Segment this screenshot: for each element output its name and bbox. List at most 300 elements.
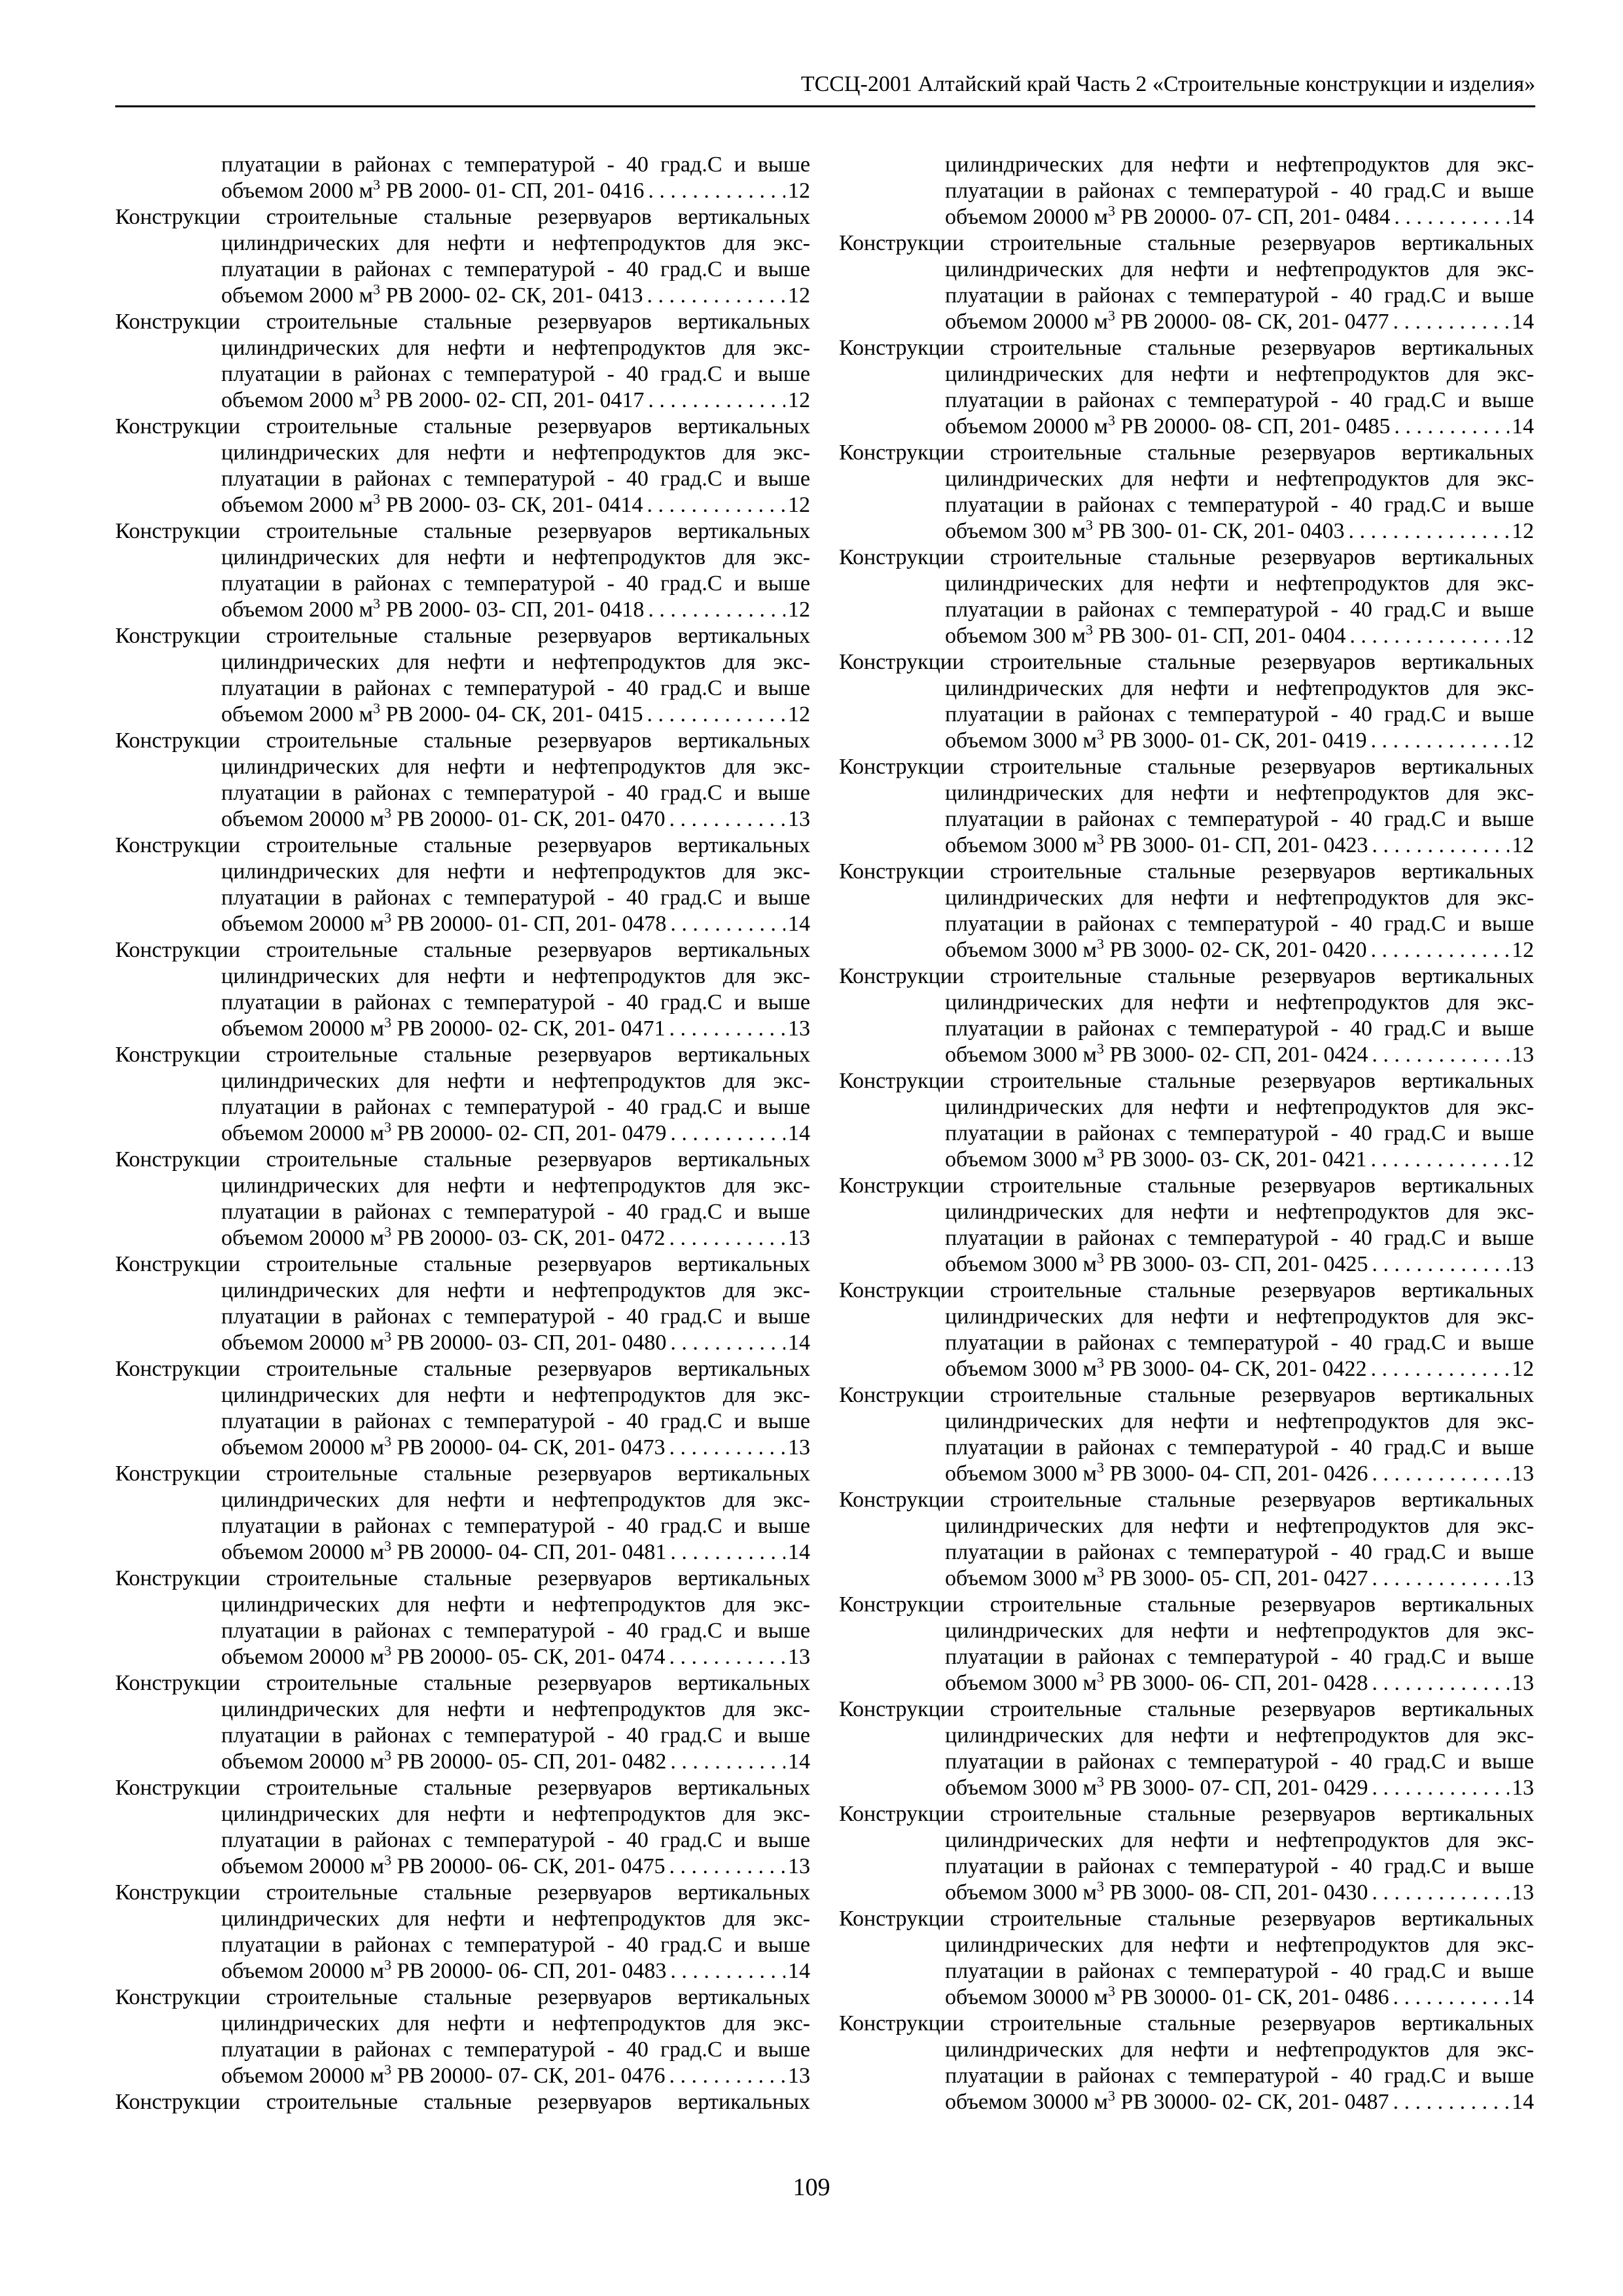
dot-leader [670, 1121, 785, 1147]
entry-volume-text: объемом 3000 $м^3$ РВ 3000- 01- СП, 201- 0423 [945, 831, 1368, 857]
dot-leader [669, 1225, 785, 1251]
index-entry [115, 1356, 810, 1461]
dot-leader [1393, 2089, 1509, 2115]
entry-title-line: плуатации в районах с температурой - 40 град.С и выше [945, 388, 1534, 412]
entry-title-line: плуатации в районах с температурой - 40 град.С и выше [945, 1435, 1534, 1460]
entry-volume-line [115, 702, 810, 728]
entry-title-line: Конструкции строительные стальные резервуаров вертикальных [839, 440, 1534, 465]
index-column-right [839, 152, 1534, 2115]
index-entry [115, 1775, 810, 1880]
entry-page-ref: 12 [1512, 519, 1534, 543]
entry-title-line: Конструкции строительные стальные резервуаров вертикальных [115, 519, 810, 543]
entry-title-line: цилиндрических для нефти и нефтепродуктов для экс- [945, 1723, 1534, 1748]
entry-title-line: плуатации в районах с температурой - 40 град.С и выше [221, 886, 810, 910]
entry-title-line: плуатации в районах с температурой - 40 град.С и выше [221, 2037, 810, 2062]
entry-title-line: плуатации в районах с температурой - 40 град.С и выше [221, 362, 810, 386]
unit-exponent: 3 [1097, 1773, 1105, 1790]
entry-title-line: цилиндрических для нефти и нефтепродуктов для экс- [221, 1907, 810, 1931]
entry-title-line: Конструкции строительные стальные резервуаров вертикальных [115, 205, 810, 229]
entry-title-line: Конструкции строительные стальные резервуаров вертикальных [839, 859, 1534, 884]
index-entry [115, 204, 810, 309]
entry-title-line: цилиндрических для нефти и нефтепродуктов для экс- [945, 1095, 1534, 1119]
unit-exponent: 3 [1108, 2087, 1116, 2104]
dot-leader [670, 1330, 785, 1356]
entry-page-ref: 13 [1512, 1252, 1534, 1276]
entry-title-line: цилиндрических для нефти и нефтепродуктов для экс- [945, 1933, 1534, 1957]
entry-volume-line [115, 2063, 810, 2089]
entry-title-line: плуатации в районах с температурой - 40 град.С и выше [221, 1200, 810, 1224]
entry-volume-text: объемом 20000 $м^3$ РВ 20000- 05- СК, 201- 0474 [221, 1642, 666, 1669]
entry-title-line: цилиндрических для нефти и нефтепродуктов для экс- [945, 781, 1534, 805]
entry-title-line: плуатации в районах с температурой - 40 град.С и выше [945, 702, 1534, 726]
unit-exponent: 3 [373, 386, 381, 403]
entry-page-ref: 13 [788, 2064, 810, 2088]
unit-exponent: 3 [1086, 621, 1094, 638]
entry-page-ref: 13 [788, 1226, 810, 1250]
index-entry [115, 728, 810, 833]
entry-title-line: Конструкции строительные стальные резервуаров вертикальных [115, 1357, 810, 1381]
entry-title-line: цилиндрических для нефти и нефтепродуктов для экс- [945, 467, 1534, 491]
index-entry [115, 937, 810, 1042]
entry-title-line: Конструкции строительные стальные резервуаров вертикальных [115, 310, 810, 334]
unit-exponent: 3 [1097, 1878, 1105, 1895]
page-header [115, 63, 1535, 107]
entry-volume-text: объемом 20000 $м^3$ РВ 20000- 01- СП, 201- 0478 [221, 909, 667, 936]
entry-page-ref: 14 [1512, 205, 1534, 229]
entry-title-line: плуатации в районах с температурой - 40 град.С и выше [945, 493, 1534, 517]
entry-volume-line [115, 492, 810, 518]
entry-page-ref: 12 [1512, 833, 1534, 857]
entry-volume-line [115, 1016, 810, 1042]
entry-volume-line [115, 1121, 810, 1147]
entry-title-line: Конструкции строительные стальные резервуаров вертикальных [839, 336, 1534, 360]
entry-volume-text: объемом 2000 $м^3$ РВ 2000- 01- СП, 201- 0416 [221, 176, 645, 203]
entry-title-line: цилиндрических для нефти и нефтепродуктов для экс- [221, 231, 810, 255]
entry-title-line: Конструкции строительные стальные резервуаров вертикальных [115, 624, 810, 648]
index-entry [115, 833, 810, 937]
entry-volume-line [115, 1644, 810, 1670]
entry-title-line: плуатации в районах с температурой - 40 град.С и выше [945, 1540, 1534, 1564]
entry-page-ref: 13 [788, 1016, 810, 1041]
entry-volume-text: объемом 2000 $м^3$ РВ 2000- 03- СК, 201- 0414 [221, 490, 643, 517]
dot-leader [647, 702, 785, 728]
entry-title-line: плуатации в районах с температурой - 40 град.С и выше [945, 807, 1534, 831]
entry-title-line: цилиндрических для нефти и нефтепродуктов для экс- [945, 152, 1534, 177]
entry-title-line: цилиндрических для нефти и нефтепродуктов для экс- [945, 990, 1534, 1014]
entry-title-line: цилиндрических для нефти и нефтепродуктов для экс- [221, 440, 810, 465]
entry-volume-text: объемом 20000 $м^3$ РВ 20000- 05- СП, 201- 0482 [221, 1747, 667, 1774]
entry-page-ref: 13 [788, 1645, 810, 1669]
index-entry [115, 309, 810, 414]
entry-title-line: плуатации в районах с температурой - 40 град.С и выше [945, 1226, 1534, 1250]
entry-title-line: цилиндрических для нефти и нефтепродуктов для экс- [221, 964, 810, 988]
entry-title-line: цилиндрических для нефти и нефтепродуктов для экс- [945, 886, 1534, 910]
entry-volume-text: объемом 300 $м^3$ РВ 300- 01- СК, 201- 0403 [945, 516, 1345, 543]
entry-volume-text: объемом 20000 $м^3$ РВ 20000- 03- СП, 201- 0480 [221, 1328, 667, 1355]
entry-volume-line [839, 1775, 1534, 1801]
entry-page-ref: 12 [788, 388, 810, 412]
entry-volume-line [839, 937, 1534, 963]
dot-leader [669, 2063, 785, 2089]
dot-leader [648, 178, 785, 204]
index-entry [839, 1801, 1534, 1906]
entry-volume-line [839, 2089, 1534, 2115]
unit-exponent: 3 [384, 1223, 392, 1240]
unit-exponent: 3 [1108, 307, 1116, 324]
entry-volume-text: объемом 20000 $м^3$ РВ 20000- 02- СК, 201- 0471 [221, 1014, 666, 1041]
unit-exponent: 3 [384, 1014, 392, 1031]
entry-title-line: Конструкции строительные стальные резервуаров вертикальных [115, 414, 810, 439]
entry-title-line: Конструкции строительные стальные резервуаров вертикальных [839, 964, 1534, 988]
dot-leader [1372, 1461, 1509, 1487]
entry-title-line: цилиндрических для нефти и нефтепродуктов для экс- [221, 1174, 810, 1198]
entry-volume-text: объемом 20000 $м^3$ РВ 20000- 08- СК, 201- 0477 [945, 307, 1389, 334]
entry-title-line: цилиндрических для нефти и нефтепродуктов для экс- [945, 1304, 1534, 1329]
dot-leader [670, 1539, 785, 1566]
entry-page-ref: 14 [788, 912, 810, 936]
dot-leader [670, 1958, 785, 1984]
entry-title-line: Конструкции строительные стальные резервуаров вертикальных [839, 650, 1534, 674]
index-entry [839, 1173, 1534, 1278]
entry-title-line: Конструкции строительные стальные резервуаров вертикальных [115, 1462, 810, 1486]
entry-title-line: Конструкции строительные стальные резервуаров вертикальных [115, 728, 810, 753]
unit-exponent: 3 [384, 1747, 392, 1764]
index-entry [115, 1461, 810, 1566]
entry-title-line: цилиндрических для нефти и нефтепродуктов для экс- [945, 1409, 1534, 1433]
entry-volume-text: объемом 3000 $м^3$ РВ 3000- 03- СП, 201- 0425 [945, 1249, 1368, 1276]
entry-title-line: плуатации в районах с температурой - 40 град.С и выше [221, 152, 810, 177]
entry-title-line: цилиндрических для нефти и нефтепродуктов для экс- [945, 257, 1534, 281]
index-entry [115, 1147, 810, 1251]
entry-volume-line [115, 1749, 810, 1775]
dot-leader [669, 806, 785, 833]
unit-exponent: 3 [1097, 1249, 1105, 1266]
dot-leader [647, 283, 785, 309]
unit-exponent: 3 [384, 1328, 392, 1345]
entry-volume-line [115, 1958, 810, 1984]
entry-volume-line [839, 1566, 1534, 1592]
entry-title-line: цилиндрических для нефти и нефтепродуктов для экс- [945, 571, 1534, 596]
unit-exponent: 3 [373, 490, 381, 507]
unit-exponent: 3 [1097, 1459, 1105, 1476]
entry-volume-line [115, 178, 810, 204]
index-entry-continued [115, 152, 810, 204]
entry-title-line: плуатации в районах с температурой - 40 град.С и выше [221, 1304, 810, 1329]
dot-leader [669, 1854, 785, 1880]
entry-title-line: цилиндрических для нефти и нефтепродуктов для экс- [221, 2011, 810, 2036]
entry-title-line: плуатации в районах с температурой - 40 град.С и выше [221, 1409, 810, 1433]
dot-leader [1394, 414, 1509, 440]
entry-volume-text: объемом 3000 $м^3$ РВ 3000- 01- СК, 201- 0419 [945, 726, 1367, 753]
unit-exponent: 3 [1097, 1668, 1105, 1685]
index-entry [839, 859, 1534, 963]
index-entry [115, 1984, 810, 2089]
dot-leader [1372, 1670, 1509, 1696]
unit-exponent: 3 [384, 2061, 392, 2078]
entry-page-ref: 12 [788, 598, 810, 622]
dot-leader [648, 387, 785, 414]
entry-title-line: цилиндрических для нефти и нефтепродуктов для экс- [221, 859, 810, 884]
entry-volume-line [839, 623, 1534, 649]
entry-title-line: цилиндрических для нефти и нефтепродуктов для экс- [221, 1592, 810, 1617]
entry-volume-line [115, 1539, 810, 1566]
dot-leader [1348, 518, 1509, 545]
entry-volume-line [839, 1042, 1534, 1068]
entry-title-line: Конструкции строительные стальные резервуаров вертикальных [839, 545, 1534, 569]
dot-leader [1372, 1251, 1509, 1278]
entry-title-line: плуатации в районах с температурой - 40 град.С и выше [221, 1514, 810, 1538]
entry-title-line: плуатации в районах с температурой - 40 град.С и выше [945, 1121, 1534, 1145]
entry-volume-text: объемом 3000 $м^3$ РВ 3000- 05- СП, 201- 0427 [945, 1564, 1368, 1590]
entry-volume-line [115, 806, 810, 833]
dot-leader [1372, 1880, 1509, 1906]
unit-exponent: 3 [384, 1119, 392, 1136]
entry-title-line: плуатации в районах с температурой - 40 град.С и выше [945, 2064, 1534, 2088]
dot-leader [1393, 309, 1509, 335]
entry-title-line: цилиндрических для нефти и нефтепродуктов для экс- [221, 755, 810, 779]
entry-volume-line [115, 1225, 810, 1251]
entry-title-line: цилиндрических для нефти и нефтепродуктов для экс- [945, 1828, 1534, 1852]
entry-page-ref: 13 [1512, 1566, 1534, 1590]
entry-title-line: Конструкции строительные стальные резервуаров вертикальных [115, 1671, 810, 1695]
dot-leader [1394, 204, 1509, 230]
entry-volume-text: объемом 20000 $м^3$ РВ 20000- 07- СП, 201- 0484 [945, 202, 1391, 229]
entry-volume-line [839, 1251, 1534, 1278]
dot-leader [648, 597, 785, 623]
entry-title-line: плуатации в районах с температурой - 40 град.С и выше [945, 1749, 1534, 1774]
index-entry [839, 1278, 1534, 1382]
entry-title-line: Конструкции строительные стальные резервуаров вертикальных [115, 938, 810, 962]
entry-title-line: плуатации в районах с температурой - 40 град.С и выше [221, 676, 810, 700]
entry-page-ref: 12 [1512, 1357, 1534, 1381]
unit-exponent: 3 [1097, 726, 1105, 743]
index-entry [839, 1382, 1534, 1487]
entry-page-ref: 12 [788, 283, 810, 308]
entry-page-ref: 14 [788, 1121, 810, 1145]
entry-volume-text: объемом 20000 $м^3$ РВ 20000- 06- СП, 201- 0483 [221, 1956, 667, 1983]
entry-volume-line [115, 911, 810, 937]
entry-title-line: цилиндрических для нефти и нефтепродуктов для экс- [945, 1619, 1534, 1643]
dot-leader [1393, 1984, 1509, 2011]
entry-volume-text: объемом 3000 $м^3$ РВ 3000- 06- СП, 201- 0428 [945, 1668, 1368, 1695]
dot-leader [1372, 1042, 1509, 1068]
entry-page-ref: 13 [1512, 1776, 1534, 1800]
unit-exponent: 3 [384, 909, 392, 926]
entry-title-line: Конструкции строительные стальные резервуаров вертикальных [839, 1488, 1534, 1512]
entry-volume-line [839, 204, 1534, 230]
entry-title-line: цилиндрических для нефти и нефтепродуктов для экс- [221, 1278, 810, 1302]
index-entry [839, 2011, 1534, 2115]
entry-title-line: Конструкции строительные стальные резервуаров вертикальных [115, 1776, 810, 1800]
index-column-left [115, 152, 810, 2115]
entry-volume-line [839, 1147, 1534, 1173]
entry-title-line: плуатации в районах с температурой - 40 град.С и выше [945, 1959, 1534, 1983]
unit-exponent: 3 [1097, 831, 1105, 848]
dot-leader [1370, 937, 1509, 963]
entry-volume-line [115, 1854, 810, 1880]
entry-volume-text: объемом 20000 $м^3$ РВ 20000- 08- СП, 201- 0485 [945, 412, 1391, 439]
unit-exponent: 3 [1086, 516, 1094, 533]
dot-leader [670, 911, 785, 937]
entry-volume-text: объемом 3000 $м^3$ РВ 3000- 04- СП, 201- 0426 [945, 1459, 1368, 1486]
entry-title-line: Конструкции строительные стальные резервуаров вертикальных [115, 1252, 810, 1276]
entry-volume-text: объемом 30000 $м^3$ РВ 30000- 01- СК, 201- 0486 [945, 1982, 1389, 2009]
entry-title-line: плуатации в районах с температурой - 40 град.С и выше [221, 467, 810, 491]
index-entry [839, 754, 1534, 859]
unit-exponent: 3 [373, 281, 381, 298]
entry-title-line: Конструкции строительные стальные резервуаров вертикальных [839, 1592, 1534, 1617]
unit-exponent: 3 [1097, 1040, 1105, 1057]
entry-page-ref: 12 [788, 702, 810, 726]
entry-title-line: Конструкции строительные стальные резервуаров вертикальных [115, 1043, 810, 1067]
entry-volume-line [839, 309, 1534, 335]
entry-title-line: плуатации в районах с температурой - 40 град.С и выше [221, 1619, 810, 1643]
unit-exponent: 3 [373, 595, 381, 612]
entry-title-line: Конструкции строительные стальные резервуаров вертикальных [115, 1566, 810, 1590]
entry-title-line: цилиндрических для нефти и нефтепродуктов для экс- [221, 336, 810, 360]
entry-page-ref: 14 [788, 1331, 810, 1355]
entry-title-line: Конструкции строительные стальные резервуаров вертикальных [115, 1880, 810, 1905]
entry-volume-line [839, 1670, 1534, 1696]
entry-title-line: плуатации в районах с температурой - 40 град.С и выше [945, 1645, 1534, 1669]
entry-volume-line [839, 728, 1534, 754]
entry-page-ref: 12 [1512, 1147, 1534, 1172]
dot-leader [1370, 728, 1509, 754]
entry-title-line: плуатации в районах с температурой - 40 град.С и выше [945, 283, 1534, 308]
entry-title-line: Конструкции строительные стальные резервуаров вертикальных [115, 1147, 810, 1172]
entry-volume-text: объемом 300 $м^3$ РВ 300- 01- СП, 201- 0404 [945, 621, 1346, 648]
entry-title-line: плуатации в районах с температурой - 40 град.С и выше [221, 571, 810, 596]
dot-leader [1372, 1775, 1509, 1801]
entry-volume-text: объемом 30000 $м^3$ РВ 30000- 02- СК, 201- 0487 [945, 2087, 1389, 2114]
entry-volume-text: объемом 20000 $м^3$ РВ 20000- 02- СП, 201- 0479 [221, 1119, 667, 1145]
index-entry [839, 963, 1534, 1068]
entry-page-ref: 13 [788, 1854, 810, 1878]
entry-page-ref: 14 [788, 1959, 810, 1983]
index-entry [115, 1566, 810, 1670]
entry-volume-line [115, 1435, 810, 1461]
unit-exponent: 3 [373, 176, 381, 193]
entry-title-line: плуатации в районах с температурой - 40 град.С и выше [945, 1854, 1534, 1878]
unit-exponent: 3 [1097, 1145, 1105, 1162]
dot-leader [1372, 1566, 1509, 1592]
dot-leader [1372, 833, 1509, 859]
index-entry [839, 1487, 1534, 1592]
entry-volume-text: объемом 2000 $м^3$ РВ 2000- 04- СК, 201- 0415 [221, 700, 643, 726]
entry-page-ref: 13 [788, 807, 810, 831]
entry-page-ref: 14 [1512, 414, 1534, 439]
entry-page-ref: 12 [1512, 938, 1534, 962]
dot-leader [670, 1749, 785, 1775]
unit-exponent: 3 [384, 1433, 392, 1450]
index-entry [839, 1068, 1534, 1173]
entry-volume-text: объемом 2000 $м^3$ РВ 2000- 02- СП, 201- 0417 [221, 386, 645, 412]
index-entry [839, 1592, 1534, 1696]
unit-exponent: 3 [384, 804, 392, 821]
index-entry [115, 1042, 810, 1147]
entry-page-ref: 14 [1512, 310, 1534, 334]
unit-exponent: 3 [384, 1956, 392, 1973]
entry-volume-line [115, 283, 810, 309]
entry-title-line: Конструкции строительные стальные резервуаров вертикальных [839, 1278, 1534, 1302]
index-entry [839, 545, 1534, 649]
entry-page-ref: 13 [1512, 1043, 1534, 1067]
entry-title-line: цилиндрических для нефти и нефтепродуктов для экс- [221, 1383, 810, 1407]
entry-title-line: Конструкции строительные стальные резервуаров вертикальных [115, 2090, 810, 2114]
unit-exponent: 3 [384, 1852, 392, 1869]
entry-page-ref: 12 [1512, 728, 1534, 753]
entry-title-line: цилиндрических для нефти и нефтепродуктов для экс- [221, 650, 810, 674]
dot-leader [1370, 1147, 1509, 1173]
entry-title-line: плуатации в районах с температурой - 40 град.С и выше [221, 257, 810, 281]
entry-volume-line [839, 1984, 1534, 2011]
entry-page-ref: 13 [1512, 1880, 1534, 1905]
entry-volume-text: объемом 3000 $м^3$ РВ 3000- 02- СП, 201- 0424 [945, 1040, 1368, 1067]
index-entry [839, 230, 1534, 335]
entry-title-line: Конструкции строительные стальные резервуаров вертикальных [115, 833, 810, 857]
entry-title-line: плуатации в районах с температурой - 40 град.С и выше [221, 781, 810, 805]
entry-title-line: плуатации в районах с температурой - 40 град.С и выше [945, 912, 1534, 936]
entry-title-line: Конструкции строительные стальные резервуаров вертикальных [115, 1985, 810, 2009]
entry-title-line: цилиндрических для нефти и нефтепродуктов для экс- [945, 2037, 1534, 2062]
index-entry [839, 335, 1534, 440]
entry-volume-text: объемом 2000 $м^3$ РВ 2000- 03- СП, 201- 0418 [221, 595, 645, 622]
dot-leader [669, 1644, 785, 1670]
entry-volume-text: объемом 2000 $м^3$ РВ 2000- 02- СК, 201- 0413 [221, 281, 643, 308]
unit-exponent: 3 [1097, 935, 1105, 952]
dot-leader [1370, 1356, 1509, 1382]
unit-exponent: 3 [1108, 412, 1116, 429]
entry-page-ref: 13 [788, 1435, 810, 1460]
entry-title-line: Конструкции строительные стальные резервуаров вертикальных [839, 1907, 1534, 1931]
entry-volume-text: объемом 3000 $м^3$ РВ 3000- 02- СК, 201- 0420 [945, 935, 1367, 962]
entry-page-ref: 14 [1512, 2090, 1534, 2114]
index-entry [839, 649, 1534, 754]
entry-title-line: плуатации в районах с температурой - 40 град.С и выше [945, 598, 1534, 622]
entry-title-line: Конструкции строительные стальные резервуаров вертикальных [839, 1383, 1534, 1407]
index-entry [115, 518, 810, 623]
entry-title-line: плуатации в районах с температурой - 40 град.С и выше [221, 1933, 810, 1957]
entry-volume-text: объемом 20000 $м^3$ РВ 20000- 06- СК, 201- 0475 [221, 1852, 666, 1878]
entry-page-ref: 13 [1512, 1462, 1534, 1486]
entry-title-line: цилиндрических для нефти и нефтепродуктов для экс- [945, 676, 1534, 700]
entry-page-ref: 14 [788, 1749, 810, 1774]
entry-volume-line [115, 1330, 810, 1356]
entry-title-line: Конструкции строительные стальные резервуаров вертикальных [839, 1802, 1534, 1826]
entry-volume-line [839, 518, 1534, 545]
entry-title-line: плуатации в районах с температурой - 40 град.С и выше [221, 1828, 810, 1852]
entry-volume-text: объемом 3000 $м^3$ РВ 3000- 04- СК, 201- 0422 [945, 1354, 1367, 1381]
entry-volume-text: объемом 20000 $м^3$ РВ 20000- 07- СК, 201- 0476 [221, 2061, 666, 2088]
entry-title-line: плуатации в районах с температурой - 40 град.С и выше [221, 1095, 810, 1119]
entry-volume-text: объемом 3000 $м^3$ РВ 3000- 08- СП, 201- 0430 [945, 1878, 1368, 1905]
entry-title-line: плуатации в районах с температурой - 40 град.С и выше [221, 1723, 810, 1748]
entry-volume-text: объемом 3000 $м^3$ РВ 3000- 03- СК, 201- 0421 [945, 1145, 1367, 1172]
unit-exponent: 3 [384, 1642, 392, 1659]
entry-page-ref: 12 [788, 493, 810, 517]
entry-page-ref: 12 [1512, 624, 1534, 648]
index-entry [115, 1880, 810, 1984]
entry-title-line: цилиндрических для нефти и нефтепродуктов для экс- [221, 1697, 810, 1721]
entry-page-ref: 14 [1512, 1985, 1534, 2009]
page-number: 109 [793, 2174, 830, 2201]
entry-volume-line [839, 833, 1534, 859]
dot-leader [669, 1435, 785, 1461]
entry-title-line: Конструкции строительные стальные резервуаров вертикальных [839, 1174, 1534, 1198]
entry-volume-text: объемом 20000 $м^3$ РВ 20000- 03- СК, 201- 0472 [221, 1223, 666, 1250]
dot-leader [647, 492, 785, 518]
unit-exponent: 3 [1108, 202, 1116, 219]
